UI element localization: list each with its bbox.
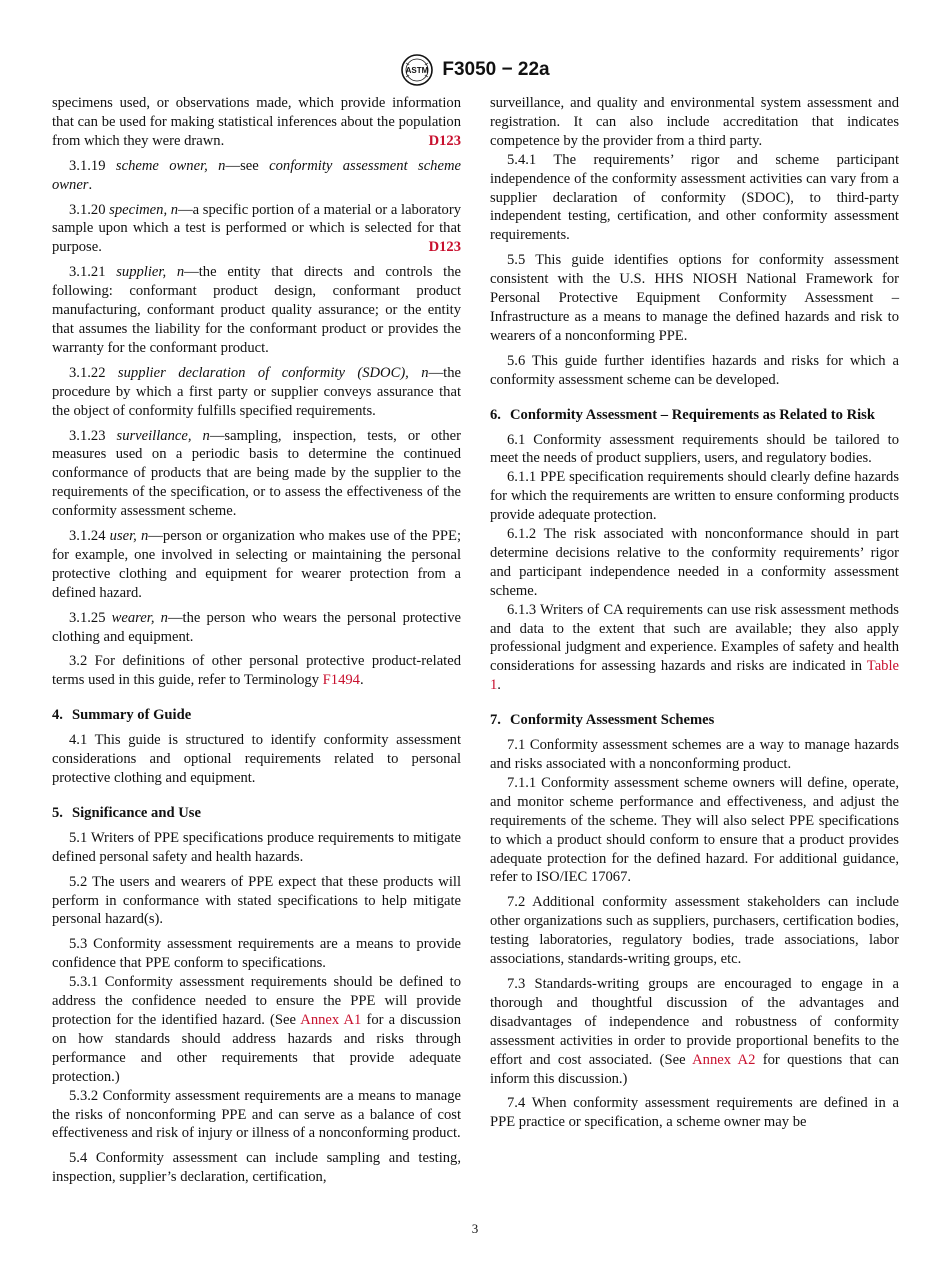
paragraph-5-2: 5.2 The users and wearers of PPE expect that these products will perform in conformance with stated specifications to help mitigate personal hazard(s). <box>52 873 461 928</box>
paragraph-6-1: 6.1 Conformity assessment requirements should be tailored to meet the needs of product suppliers, users, and regulatory bodies. <box>490 431 899 467</box>
standard-designation: F3050 − 22a <box>442 59 550 80</box>
paragraph-5-6: 5.6 This guide further identifies hazards and risks for which a conformity assessment scheme can be developed. <box>490 352 899 388</box>
astm-logo-icon <box>400 53 434 87</box>
definition-3-1-23: 3.1.23 surveillance, n—sampling, inspection, tests, or other measures used on a periodic basis to determine the continued conformance of products that are being made by the supplier to the requirements of the specification, or to assess the effectiveness of the conformity assessment scheme. <box>52 427 462 520</box>
page-header <box>0 53 950 87</box>
left-column <box>52 94 461 1193</box>
paragraph-6-1-3: 6.1.3 Writers of CA requirements can use risk assessment methods and data to the extent that such are available; they also apply professional judgment and experience. Examples of safety and health considerations for assessing hazards and risks are indicated in Table 1. <box>490 601 899 694</box>
paragraph-7-1: 7.1 Conformity assessment schemes are a way to manage hazards and risks associated with a nonconforming product. <box>490 737 899 772</box>
paragraph-7-1-1: 7.1.1 Conformity assessment scheme owners will define, operate, and monitor scheme performance and effectiveness, and adjust the requirements of the scheme. They will also select PPE specifications to which a product should conform to ensure that a product provides adequate protection for the defined hazard. For additional guidance, refer to ISO/IEC 17067. <box>490 774 899 886</box>
paragraph-3-2: 3.2 For definitions of other personal protective product-related terms used in this guide, refer to Terminology F1494. <box>52 653 461 689</box>
reference-link[interactable]: F1494 <box>322 672 360 689</box>
svg-text:ASTM: ASTM <box>406 66 429 75</box>
reference-link[interactable]: D123 <box>428 132 461 149</box>
paragraph-6-1-1: 6.1.1 PPE specification requirements should clearly define hazards for which the requirements are written to ensure conforming products provide adequate protection. <box>490 469 899 524</box>
paragraph-5-3-2: 5.3.2 Conformity assessment requirements are a means to manage the risks of nonconforming PPE and can serve as a balance of cost effectiveness and risk of injury or illness of a nonconforming product. <box>52 1087 461 1142</box>
section-heading-7: 7. Conformity Assessment Schemes <box>490 712 715 729</box>
section-heading-6: 6. Conformity Assessment – Requirements as Related to Risk <box>490 406 875 423</box>
definition-3-1-24: 3.1.24 user, n—person or organization who makes use of the PPE; for example, one involved in selecting or maintaining the personal protective clothing and equipment for wearer protection from a defined hazard. <box>52 528 462 601</box>
section-heading-4: 4. Summary of Guide <box>52 707 192 724</box>
definition-3-1-22: 3.1.22 supplier declaration of conformity (SDOC), n—the procedure by which a first party or supplier conveys assurance that the object of conformity fulfills specified requirements. <box>52 364 461 419</box>
reference-link[interactable]: Annex A2 <box>692 1051 756 1068</box>
section-heading-5: 5. Significance and Use <box>52 804 201 821</box>
paragraph-5-3-1: 5.3.1 Conformity assessment requirements should be defined to address the confidence needed to ensure the PPE will provide protection for the identified hazard. (See Annex A1 for a discussion on how standards should address hazards and risks through performance and other requirements that provide adequate protection.) <box>52 974 461 1085</box>
paragraph-5-4-1: 5.4.1 The requirements’ rigor and scheme participant independence of the conformity assessment activities can vary from a supplier declaration of conformity (SDOC), to third-party independent testing, certification, and other conformity assessment requirements. <box>490 151 899 244</box>
paragraph-5-1: 5.1 Writers of PPE specifications produce requirements to mitigate defined personal safety and health hazards. <box>52 829 461 865</box>
reference-link[interactable]: Annex A1 <box>300 1011 362 1028</box>
paragraph-7-3: 7.3 Standards-writing groups are encouraged to engage in a thorough and thoughtful discussion of the advantages and disadvantages of independence and robustness of conformity assessment activities in order to provide proportional benefits to the effort and cost associated. (See Annex A2 for questions that can inform this discussion.) <box>490 975 900 1087</box>
paragraph-5-5: 5.5 This guide identifies options for conformity assessment consistent with the U.S. HHS NIOSH National Framework for Personal Protective Equipment Conformity Assessment – Infrastructure as a means to manage the defined hazards and risk to wearers of a nonconforming PPE. <box>490 252 899 344</box>
right-column <box>490 94 899 1138</box>
page-number: 3 <box>471 1221 479 1236</box>
definition-3-1-20: 3.1.20 specimen, n—a specific portion of a material or a laboratory sample upon which a test is performed or which is selected for that purpose. D123 <box>52 201 461 256</box>
reference-link[interactable]: Table 1 <box>490 658 899 694</box>
paragraph-7-4: 7.4 When conformity assessment requirements are defined in a PPE practice or specification, a scheme owner may be <box>490 1095 899 1131</box>
paragraph: specimens used, or observations made, which provide information that can be used for making statistical inferences about the population from which they were drawn. D123 <box>52 95 461 149</box>
paragraph-7-2: 7.2 Additional conformity assessment stakeholders can include other organizations such as suppliers, purchasers, certification bodies, testing laboratories, regulatory bodies, trade associations, labor associations, standards-writing groups, etc. <box>490 894 899 968</box>
paragraph-5-3: 5.3 Conformity assessment requirements are a means to provide confidence that PPE conform to specifications. <box>52 936 461 972</box>
paragraph-5-4: 5.4 Conformity assessment can include sampling and testing, inspection, supplier’s declaration, certification, <box>52 1150 461 1186</box>
paragraph-6-1-2: 6.1.2 The risk associated with nonconformance should in part determine decisions relative to the conformity requirements’ rigor and participant independence needed in a conformity assessment scheme. <box>490 526 899 599</box>
reference-link[interactable]: D123 <box>428 239 461 256</box>
definition-3-1-19: 3.1.19 scheme owner, n—see conformity assessment scheme owner. <box>52 157 461 193</box>
definition-3-1-21: 3.1.21 supplier, n—the entity that directs and controls the following: conformant product design, conformant product manufacturing, conformant product quality assurance; or the entity that assumes the liability for the conformant product or provides the warranty for the conformant product. <box>52 264 462 356</box>
paragraph-4-1: 4.1 This guide is structured to identify conformity assessment considerations and optional requirements related to personal protective clothing and equipment. <box>52 732 461 786</box>
paragraph: surveillance, and quality and environmental system assessment and registration. It can also include accreditation that indicates competence by the provider from a third party. <box>490 95 899 149</box>
definition-3-1-25: 3.1.25 wearer, n—the person who wears the personal protective clothing and equipment. <box>52 609 461 645</box>
